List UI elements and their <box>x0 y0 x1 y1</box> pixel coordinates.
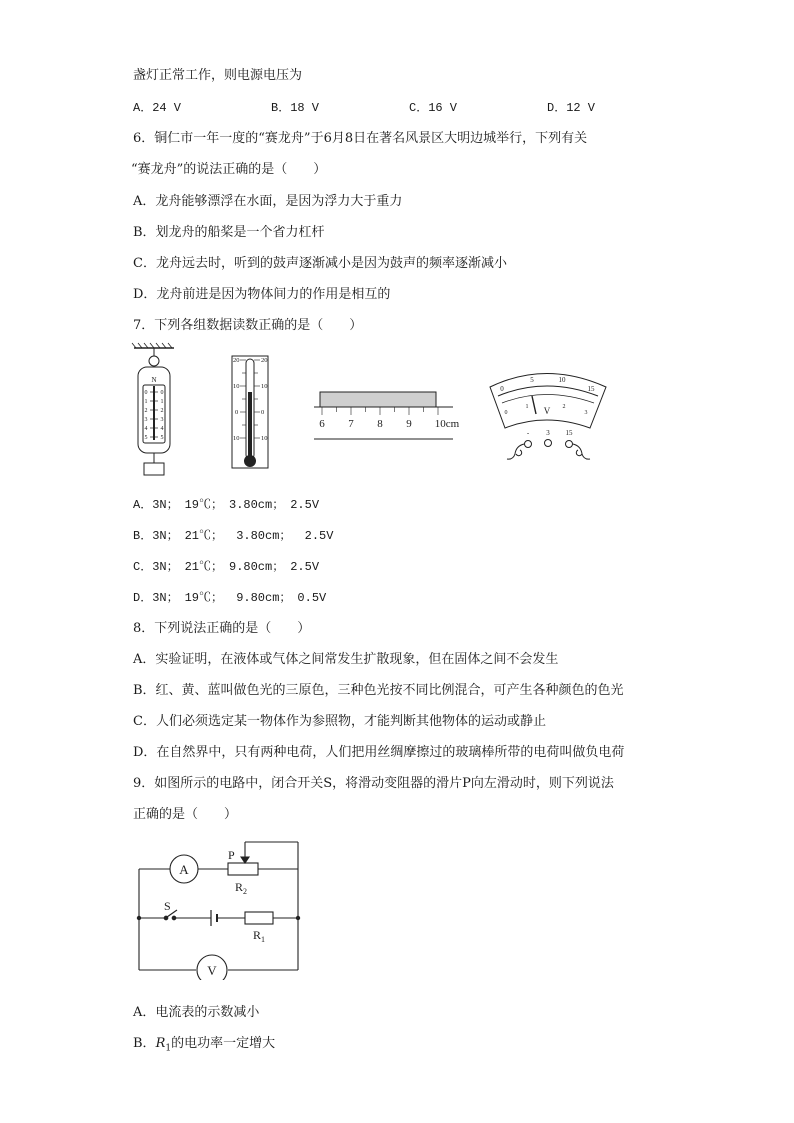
voltmeter-top-label: 15 <box>587 385 595 393</box>
ruler-tick: 6 <box>319 418 325 430</box>
spring-tick-left: 1 <box>144 399 148 405</box>
r1-variable: R <box>155 1036 166 1051</box>
voltmeter-symbol: V <box>543 406 551 416</box>
q9-stem-line1: 9．如图所示的电路中，闭合开关S，将滑动变阻器的滑片P向左滑动时，则下列说法 <box>133 776 614 791</box>
therm-tick-left: 10 <box>233 383 240 390</box>
q5-option-d[interactable]: D．12 V <box>547 101 596 115</box>
therm-tick-left: 0 <box>235 409 239 416</box>
spring-scale <box>132 343 174 475</box>
switch-label: S <box>164 899 171 913</box>
q8-option-b[interactable]: B．红、黄、蓝叫做色光的三原色，三种色光按不同比例混合，可产生各种颜色的色光 <box>133 683 624 698</box>
ruler-ticks <box>319 418 459 430</box>
q8-option-c[interactable]: C．人们必须选定某一物体作为参照物，才能判断其他物体的运动或静止 <box>133 714 546 729</box>
therm-tick-right: 0 <box>261 409 265 416</box>
q5-option-b[interactable]: B．18 V <box>271 101 320 115</box>
option-label: B． <box>133 1036 156 1051</box>
therm-tick-right: 10 <box>261 383 268 390</box>
q6-stem-line2: “赛龙舟”的说法正确的是（ ） <box>131 162 327 177</box>
ruler-tick: 8 <box>377 418 383 430</box>
q7-stem: 7．下列各组数据读数正确的是（ ） <box>133 318 363 333</box>
voltmeter-top-label: 10 <box>558 376 566 384</box>
voltmeter-bottom-label: 1 <box>525 404 529 410</box>
ammeter-symbol: A <box>179 862 189 877</box>
terminal-label: 3 <box>546 429 550 437</box>
spring-tick-left: 3 <box>144 417 148 423</box>
q8-option-d[interactable]: D．在自然界中，只有两种电荷，人们把用丝绸摩擦过的玻璃棒所带的电荷叫做负电荷 <box>133 745 625 760</box>
terminal-label: 15 <box>565 429 573 437</box>
therm-tick-right: 10 <box>261 435 268 442</box>
q5-option-a[interactable]: A．24 V <box>133 101 182 115</box>
spring-tick-left: 0 <box>144 390 148 396</box>
r1-subscript: 1 <box>165 1043 172 1054</box>
q7-instruments-figure <box>120 340 620 485</box>
q5-text-tail: 盏灯正常工作，则电源电压为 <box>133 68 303 83</box>
voltmeter-terminal-labels <box>527 429 573 437</box>
voltmeter-bottom-label: 3 <box>584 410 588 416</box>
spring-tick-left: 2 <box>144 408 148 414</box>
r2-label: $R_2$ <box>235 880 248 896</box>
spring-tick-left: 4 <box>144 426 148 432</box>
q6-stem-line1: 6．铜仁市一年一度的“赛龙舟”于6月8日在著名风景区大明边城举行，下列有关 <box>133 131 588 146</box>
q9-option-a[interactable]: A．电流表的示数减小 <box>133 1005 260 1020</box>
q6-option-b[interactable]: B．划龙舟的船桨是一个省力杠杆 <box>133 225 325 240</box>
q9-circuit-diagram <box>130 835 310 980</box>
voltmeter <box>490 374 606 429</box>
spring-tick-right: 1 <box>160 399 164 405</box>
voltmeter-top-label: 5 <box>530 376 534 384</box>
battery <box>211 910 217 926</box>
circuit-wires <box>139 842 298 970</box>
therm-tick-left: 10 <box>233 435 240 442</box>
q6-option-c[interactable]: C．龙舟远去时，听到的鼓声逐渐减小是因为鼓声的频率逐渐减小 <box>133 256 507 271</box>
option-text: 的电功率一定增大 <box>171 1036 276 1051</box>
q7-option-d[interactable]: D．3N； 19℃； 9.80cm； 0.5V <box>133 591 327 605</box>
q9-option-b[interactable] <box>133 1036 275 1057</box>
q9-stem-line2: 正确的是（ ） <box>133 807 238 822</box>
therm-tick-right: 20 <box>261 357 268 364</box>
spring-tick-right: 5 <box>160 435 164 441</box>
spring-tick-right: 0 <box>160 390 164 396</box>
r1-label: $R_1$ <box>253 928 266 944</box>
ruler <box>314 392 453 439</box>
voltmeter-bottom-label: 0 <box>504 410 508 416</box>
spring-tick-right: 3 <box>160 417 164 423</box>
slider-label: P <box>228 848 235 862</box>
spring-tick-right: 2 <box>160 408 164 414</box>
q5-option-c[interactable]: C．16 V <box>409 101 458 115</box>
q8-stem: 8．下列说法正确的是（ ） <box>133 621 311 636</box>
q6-option-d[interactable]: D．龙舟前进是因为物体间力的作用是相互的 <box>133 287 391 302</box>
q7-option-b[interactable]: B．3N； 21℃； 3.80cm； 2.5V <box>133 529 334 543</box>
spring-tick-left: 5 <box>144 435 148 441</box>
voltmeter-bottom-label: 2 <box>562 404 566 410</box>
ruler-tick: 10cm <box>434 418 460 430</box>
ruler-tick: 9 <box>406 418 412 430</box>
q7-option-a[interactable]: A．3N； 19℃； 3.80cm； 2.5V <box>133 498 320 512</box>
q5-options <box>133 100 633 116</box>
q6-option-a[interactable]: A．龙舟能够漂浮在水面，是因为浮力大于重力 <box>133 194 403 209</box>
voltmeter-top-label: 0 <box>500 385 504 393</box>
q8-option-a[interactable]: A．实验证明，在液体或气体之间常发生扩散现象，但在固体之间不会发生 <box>133 652 559 667</box>
voltmeter-terminals <box>507 440 590 460</box>
spring-scale-unit: N <box>151 376 157 384</box>
therm-tick-left: 20 <box>233 357 240 364</box>
spring-tick-right: 4 <box>160 426 164 432</box>
q7-option-c[interactable]: C．3N； 21℃； 9.80cm； 2.5V <box>133 560 320 574</box>
resistor-r1 <box>245 912 273 924</box>
ruler-tick: 7 <box>348 418 354 430</box>
terminal-label: - <box>526 429 530 437</box>
voltmeter-symbol: V <box>207 963 217 978</box>
